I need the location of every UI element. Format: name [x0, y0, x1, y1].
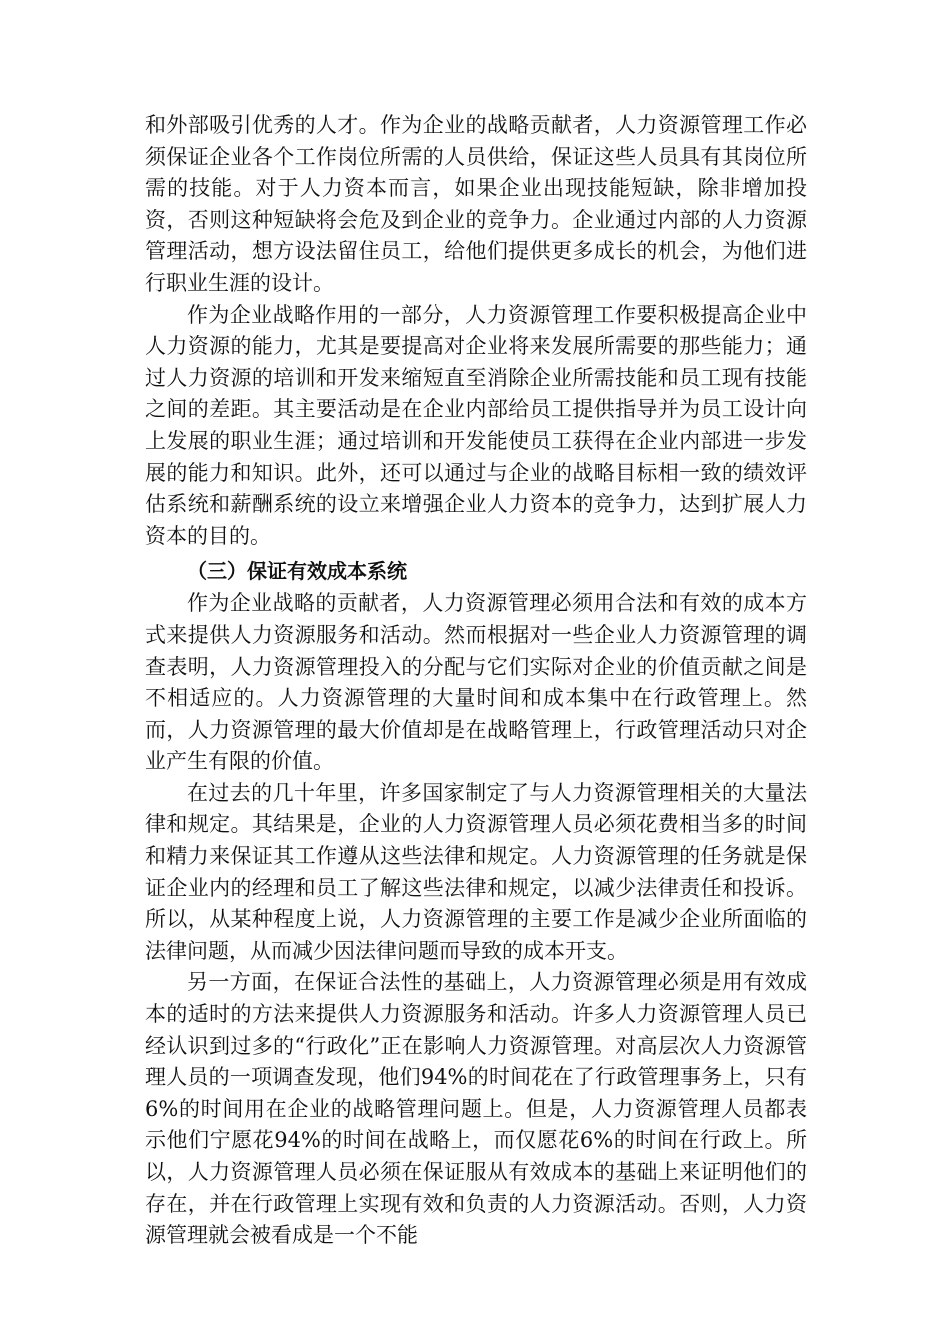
paragraph-cost-effective: 作为企业战略的贡献者，人力资源管理必须用合法和有效的成本方式来提供人力资源服务和活动。然而根据对一些企业人力资源管理的调查表明，人力资源管理投入的分配与它们实际对企业的价值贡献之间是不相适应的。人力资源管理的大量时间和成本集中在行政管理上。然而，人力资源管理的最大价值却是在战略管理上，行政管理活动只对企业产生有限的价值。	[145, 591, 807, 774]
paragraph-legal-regulations: 在过去的几十年里，许多国家制定了与人力资源管理相关的大量法律和规定。其结果是，企业的人力资源管理人员必须花费相当多的时间和精力来保证其工作遵从这些法律和规定。人力资源管理的任务就是保证企业内的经理和员工了解这些法律和规定，以减少法律责任和投诉。所以，从某种程度上说，人力资源管理的主要工作是减少企业所面临的法律问题，从而减少因法律问题而导致的成本开支。	[145, 780, 807, 963]
section-heading: （三）保证有效成本系统	[187, 559, 407, 584]
paragraph-continuation: 和外部吸引优秀的人才。作为企业的战略贡献者，人力资源管理工作必须保证企业各个工作岗位所需的人员供给，保证这些人员具有其岗位所需的技能。对于人力资本而言，如果企业出现技能短缺，除非增加投资，否则这种短缺将会危及到企业的竞争力。企业通过内部的人力资源管理活动，想方设法留住员工，给他们提供更多成长的机会，为他们进行职业生涯的设计。	[145, 113, 807, 295]
paragraph-administration: 另一方面，在保证合法性的基础上，人力资源管理必须是用有效成本的适时的方法来提供人力资源服务和活动。许多人力资源管理人员已经认识到过多的“行政化”正在影响人力资源管理。对高层次人力资源管理人员的一项调查发现，他们94%的时间花在了行政管理事务上，只有6%的时间用在企业的战略管理问题上。但是，人力资源管理人员都表示他们宁愿花94%的时间在战略上，而仅愿花6%的时间在行政上。所以，人力资源管理人员必须在保证服从有效成本的基础上来证明他们的存在，并在行政管理上实现有效和负责的人力资源活动。否则，人力资源管理就会被看成是一个不能	[145, 970, 807, 1248]
paragraph-strategic-role: 作为企业战略作用的一部分，人力资源管理工作要积极提高企业中人力资源的能力，尤其是要提高对企业将来发展所需要的那些能力；通过人力资源的培训和开发来缩短直至消除企业所需技能和员工现有技能之间的差距。其主要活动是在企业内部给员工提供指导并为员工设计向上发展的职业生涯；通过培训和开发能使员工获得在企业内部进一步发展的能力和知识。此外，还可以通过与企业的战略目标相一致的绩效评估系统和薪酬系统的设立来增强企业人力资本的竞争力，达到扩展人力资本的目的。	[145, 302, 807, 548]
document-page	[145, 110, 807, 1252]
